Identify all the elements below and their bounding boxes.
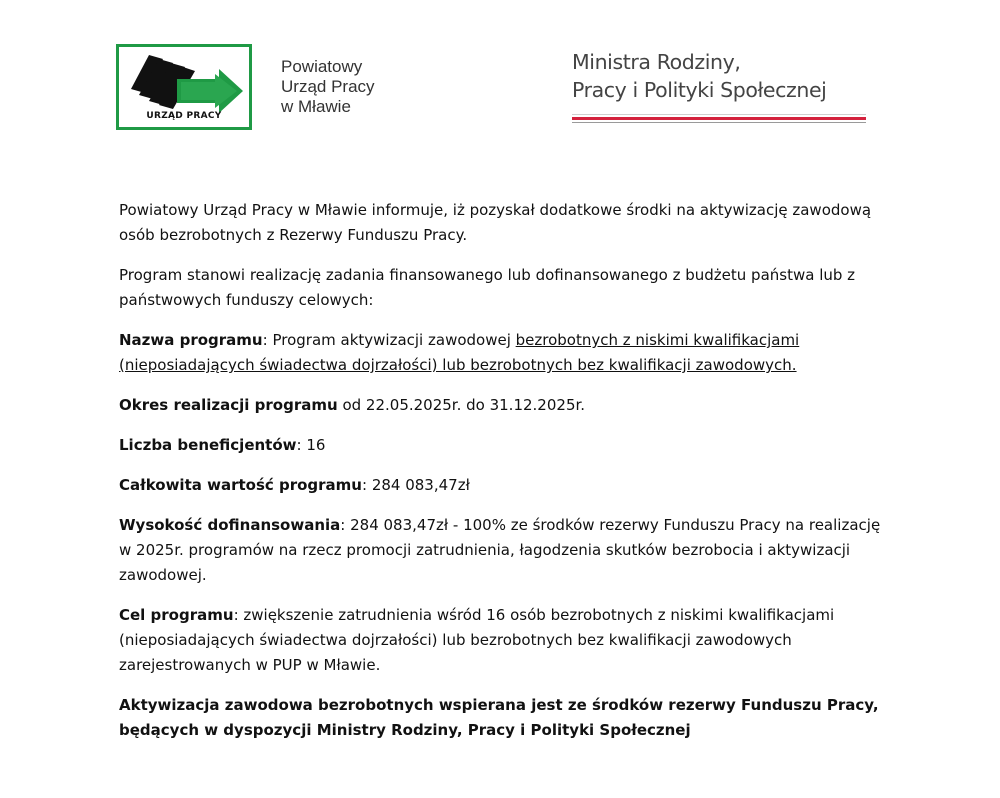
- beneficiaries-paragraph: [119, 433, 889, 458]
- funding-label: Wysokość dofinansowania: [119, 516, 341, 534]
- program-name-prefix: Program aktywizacji zawodowej: [272, 331, 516, 349]
- ministry-name-line: Pracy i Polityki Społecznej: [572, 78, 827, 102]
- intro-paragraph: Powiatowy Urząd Pracy w Mławie informuje, iż pozyskał dodatkowe środki na aktywizację zawodową osób bezrobotnych z Rezerwy Funduszu Pracy.: [119, 201, 872, 244]
- labour-office-logo: [116, 44, 252, 130]
- total-value-value: : 284 083,47zł: [362, 476, 470, 494]
- program-goal-paragraph: [119, 603, 889, 678]
- program-name-target: bezrobotnych z niskimi kwalifikacjami (nieposiadających świadectwa dojrzałości) lub bezrobotnych bez kwalifikacji zawodowych.: [119, 331, 800, 374]
- program-goal-label: Cel programu: [119, 606, 234, 624]
- document-header: [0, 0, 1000, 150]
- labour-office-name-line: Powiatowy: [281, 57, 363, 76]
- labour-office-name-line: w Mławie: [281, 97, 351, 116]
- closing-statement: [119, 693, 889, 743]
- beneficiaries-label: Liczba beneficjentów: [119, 436, 297, 454]
- funding-paragraph: [119, 513, 889, 588]
- total-value-paragraph: [119, 473, 889, 498]
- program-period-value: od 22.05.2025r. do 31.12.2025r.: [337, 396, 586, 414]
- beneficiaries-value: : 16: [296, 436, 326, 454]
- program-scope-paragraph: Program stanowi realizację zadania finansowanego lub dofinansowanego z budżetu państwa lub z państwowych funduszy celowych:: [119, 266, 856, 309]
- program-goal-value: : zwiększenie zatrudnienia wśród 16 osób bezrobotnych z niskimi kwalifikacjami (nieposiadających świadectwa dojrzałości) lub bezrobotnych bez kwalifikacji zawodowych zarejestrowanych w PUP w Mławie.: [119, 606, 835, 674]
- program-period-paragraph: [119, 393, 889, 418]
- funding-value: : 284 083,47zł - 100% ze środków rezerwy Funduszu Pracy na realizację w 2025r. programów na rzecz promocji zatrudnienia, łagodzenia skutków bezrobocia i aktywizacji zawodowej.: [119, 516, 881, 584]
- ministry-name: [572, 48, 868, 104]
- closing-statement-text: Aktywizacja zawodowa bezrobotnych wspierana jest ze środków rezerwy Funduszu Pracy, będących w dyspozycji Ministry Rodziny, Pracy i Polityki Społecznej: [119, 696, 879, 739]
- ministry-name-line: Ministra Rodziny,: [572, 50, 741, 74]
- ministry-logo: [572, 48, 868, 123]
- labour-office-logo-label: URZĄD PRACY: [146, 111, 222, 121]
- program-period-label: Okres realizacji programu: [119, 396, 338, 414]
- program-name-label: Nazwa programu: [119, 331, 263, 349]
- announcement-body: [119, 198, 889, 758]
- labour-office-name-line: Urząd Pracy: [281, 77, 375, 96]
- total-value-label: Całkowita wartość programu: [119, 476, 362, 494]
- ministry-flag-bar: [572, 114, 866, 123]
- labour-office-name: [281, 57, 375, 117]
- separator: :: [262, 331, 273, 349]
- program-name-paragraph: [119, 328, 889, 378]
